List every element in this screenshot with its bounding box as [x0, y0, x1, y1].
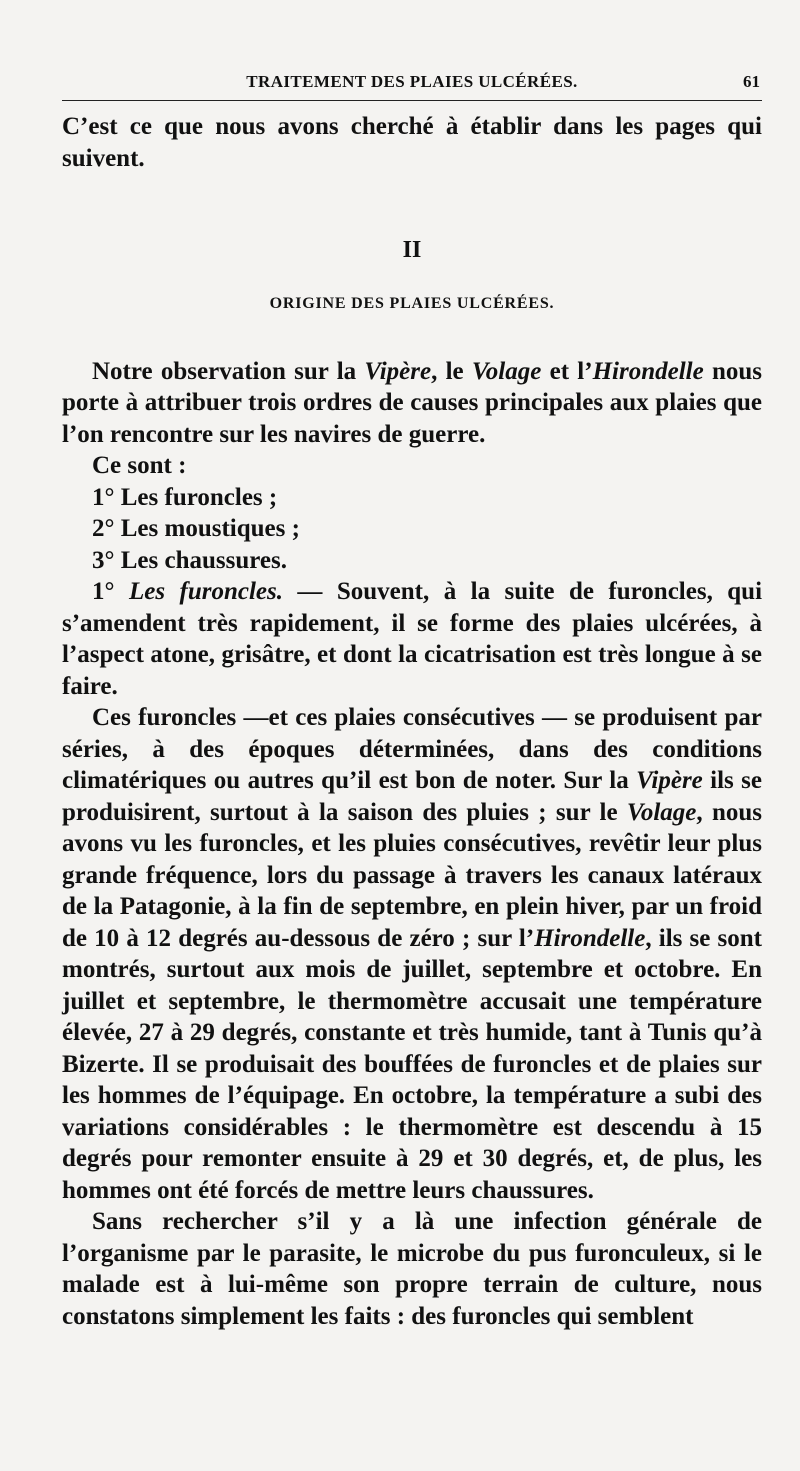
section-number: II: [402, 237, 422, 263]
main-text: [62, 111, 762, 1332]
section-title: ORIGINE DES PLAIES ULCÉRÉES.: [269, 295, 555, 312]
ship-name-volage-2: Volage: [626, 798, 697, 826]
paragraph-series-text-2: ils se produisirent, surtout à la saison des pluies ; sur le: [62, 767, 762, 826]
paragraph-origin-text-4: nous porte à attribuer trois ordres de causes principales aux plaies que l’on rencontre sur les navires de guerre.: [62, 357, 763, 448]
ship-name-hirondelle-2: Hirondelle: [534, 924, 646, 952]
paragraph-furoncles-number: 1°: [92, 578, 129, 605]
list-item: 3° Les chaussures.: [92, 546, 287, 574]
list-intro: Ce sont :: [92, 452, 187, 479]
paragraph-series-text-4: , ils se sont montrés, surtout aux mois de juillet, septembre et octobre. En juillet et septembre, le thermomètre accusait une température élevée, 27 à 29 degrés, constante et très humide, tant à Tunis qu’à Bizerte. Il se produisait des bouffées de furoncles et de plaies sur les hommes de l’équipage. En octobre, la température a subi des variations considérables : le thermomètre est descendu à 15 degrés pour remonter ensuite à 29 et 30 degrés, et, de plus, les hommes ont été forcés de mettre leurs chaussures.: [62, 924, 763, 1204]
list-item: 1° Les furoncles ;: [92, 483, 278, 511]
paragraph-origin-text-3: et l’: [541, 357, 593, 385]
paragraph-furoncles-text: — Souvent, à la suite de furoncles, qui s’amendent très rapidement, il se forme des plaies ulcérées, à l’aspect atone, grisâtre, et dont la cicatrisation est très longue à se faire.: [62, 578, 763, 700]
paragraph-origin-text-2: , le: [431, 357, 472, 385]
intro-paragraph: C’est ce que nous avons cherché à établir dans les pages qui suivent.: [62, 113, 762, 172]
ship-name-hirondelle: Hirondelle: [592, 357, 704, 385]
list-item: 2° Les moustiques ;: [92, 515, 300, 542]
paragraph-origin: [62, 356, 762, 451]
paragraph-series: [62, 702, 762, 1206]
ship-name-vipere-2: Vipère: [636, 767, 703, 794]
paragraph-series-text-1: Ces furoncles —et ces plaies consécutives — se produisent par séries, à des époques déterminées, dans des conditions climatériques ou autres qu’il est bon de noter. Sur la: [62, 704, 762, 794]
paragraph-series-text-3: , nous avons vu les furoncles, et les pluies consécutives, revêtir leur plus grande fréquence, lors du passage à travers les canaux latéraux de la Patagonie, à la fin de septembre, en plein hiver, par un froid de 10 à 12 degrés au-dessous de zéro ; sur l’: [62, 798, 762, 952]
running-header: [62, 70, 762, 101]
ship-name-vipere: Vipère: [364, 357, 432, 385]
running-title: TRAITEMENT DES PLAIES ULCÉRÉES.: [246, 72, 578, 91]
paragraph-furoncles-heading: Les furoncles.: [128, 578, 283, 605]
paragraph-furoncles: [62, 576, 762, 702]
paragraph-origin-text-1: Notre observation sur la: [92, 357, 365, 385]
ship-name-volage: Volage: [471, 357, 542, 385]
page-number: 61: [743, 72, 760, 91]
paragraph-infection: Sans rechercher s’il y a là une infection générale de l’organisme par le parasite, le microbe du pus furonculeux, si le malade est à lui-même son propre terrain de culture, nous constatons simplement les faits : des furoncles qui semblent: [62, 1208, 762, 1330]
